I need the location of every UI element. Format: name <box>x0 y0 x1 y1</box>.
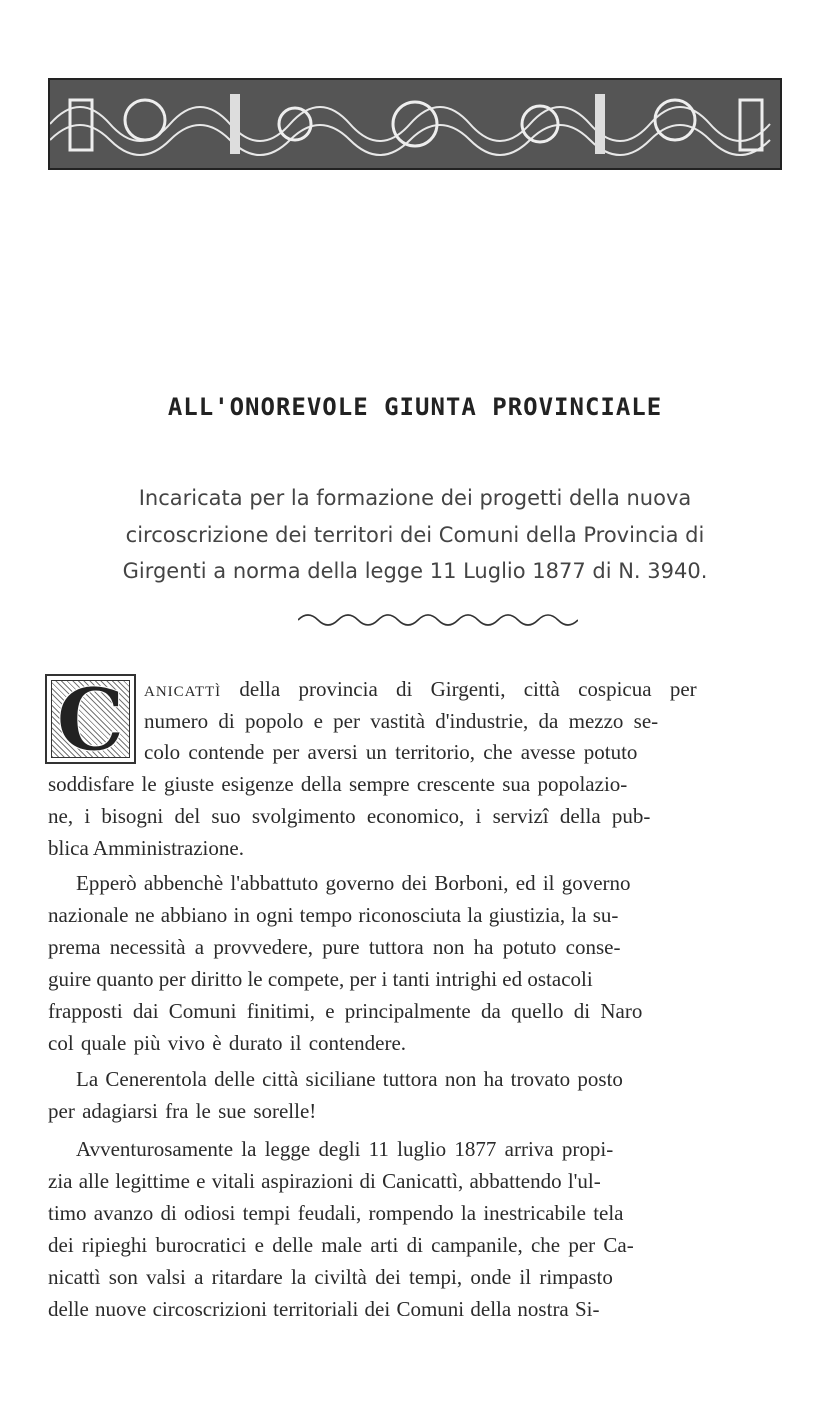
text-line: Avventurosamente la legge degli 11 luglio 1877 arriva propi- <box>76 1137 614 1161</box>
text-line: timo avanzo di odiosi tempi feudali, rompendo la inestricabile tela <box>48 1201 624 1225</box>
text-line: ne, i bisogni del suo svolgimento economico, i servizî della pub- <box>48 804 651 828</box>
subtitle-line: Girgenti a norma della legge 11 Luglio 1877 di N. 3940. <box>122 559 708 583</box>
initial-letter: C <box>56 670 125 771</box>
text-line: La Cenerentola delle città siciliane tuttora non ha trovato posto <box>76 1067 623 1091</box>
text-line: per adagiarsi fra le sue sorelle! <box>48 1099 317 1123</box>
dedication-subtitle <box>50 480 780 590</box>
text-line: Epperò abbenchè l'abbattuto governo dei Borboni, ed il governo <box>76 871 631 895</box>
text-line: col quale più vivo è durato il contendere. <box>48 1031 407 1055</box>
text-line: numero di popolo e per vastità d'industrie, da mezzo se- <box>144 709 659 733</box>
text-line: soddisfare le giuste esigenze della sempre crescente sua popolazio- <box>48 772 628 796</box>
text-line: zia alle legittime e vitali aspirazioni di Canicattì, abbattendo l'ul- <box>48 1169 601 1193</box>
first-word: anicattì <box>144 677 222 701</box>
text-line: dei ripieghi burocratici e delle male arti di campanile, che per Ca- <box>48 1233 634 1257</box>
text-line: nazionale ne abbiano in ogni tempo riconosciuta la giustizia, la su- <box>48 903 619 927</box>
text-line: guire quanto per diritto le compete, per i tanti intrighi ed ostacoli <box>48 967 593 991</box>
ornament-pattern-icon <box>50 80 780 168</box>
text-line: delle nuove circoscrizioni territoriali dei Comuni della nostra Si- <box>48 1297 600 1321</box>
dedication-title: ALL'ONOREVOLE GIUNTA PROVINCIALE <box>167 393 663 421</box>
wavy-divider-icon <box>298 608 578 628</box>
text-line: colo contende per aversi un territorio, che avesse potuto <box>144 740 638 764</box>
text-line: prema necessità a provvedere, pure tuttora non ha potuto conse- <box>48 935 621 959</box>
subtitle-line: Incaricata per la formazione dei progetti della nuova <box>138 486 692 510</box>
text-line <box>144 677 697 702</box>
subtitle-line: circoscrizione dei territori dei Comuni della Provincia di <box>125 522 705 547</box>
text-line: blica Amministrazione. <box>48 836 244 860</box>
text-line: frapposti dai Comuni finitimi, e principalmente da quello di Naro <box>48 999 643 1023</box>
ornamental-headpiece <box>48 78 782 170</box>
text-line: nicattì son valsi a ritardare la civiltà dei tempi, onde il rimpasto <box>48 1265 613 1289</box>
text-span: della provincia di Girgenti, città cospicua per <box>239 677 697 701</box>
decorated-initial <box>45 670 136 771</box>
